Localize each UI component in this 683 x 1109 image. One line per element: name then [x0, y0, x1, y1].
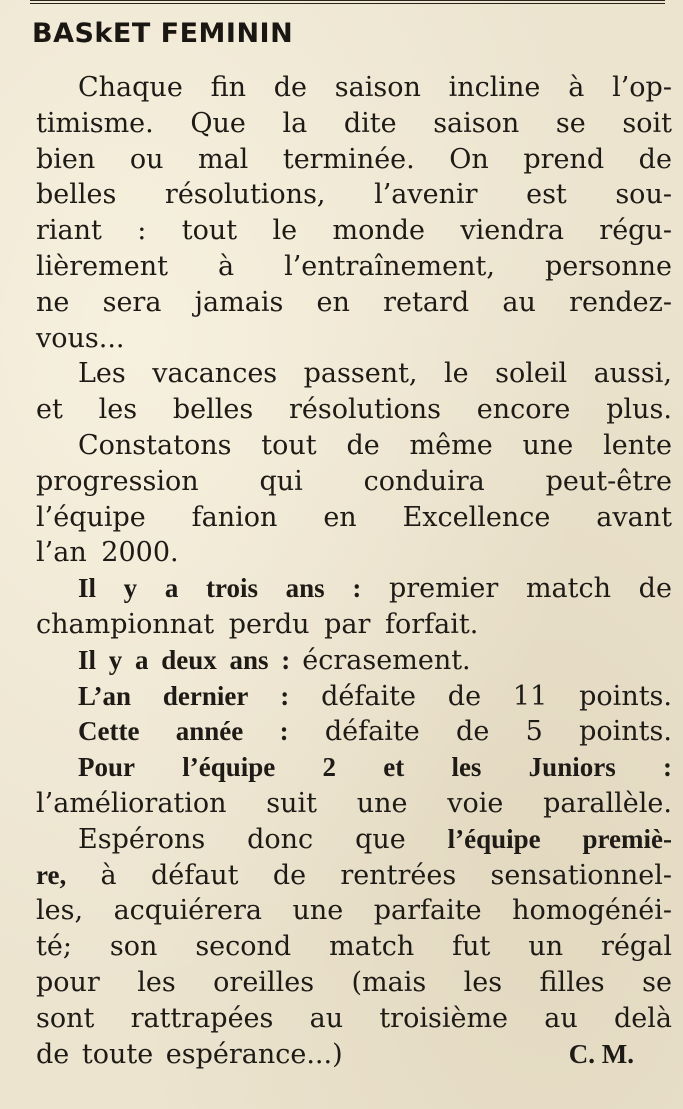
bold-word: l’équipe [182, 752, 276, 783]
bold-word: y [123, 573, 138, 604]
text-line [36, 464, 672, 500]
word: rendez- [569, 286, 672, 318]
text-line [36, 356, 672, 392]
text-line [36, 249, 672, 285]
word: l’op- [612, 72, 672, 103]
word: saison [334, 72, 421, 103]
bold-word: : [662, 752, 672, 783]
word: parfaite [373, 895, 482, 927]
word: conduira [363, 465, 485, 497]
word: défaut [150, 859, 239, 891]
text-line [36, 750, 672, 786]
word: une [356, 787, 408, 819]
word: match [525, 573, 611, 605]
word: une [292, 895, 344, 927]
word: vacances [152, 358, 278, 390]
word: 11 [512, 680, 548, 712]
word: de [273, 72, 307, 103]
word: belles [172, 394, 254, 426]
word: fin [210, 72, 246, 103]
word: Espérons [78, 823, 206, 855]
text-line [36, 965, 672, 1001]
text-line [36, 893, 672, 929]
word: té; [36, 931, 72, 963]
word: bien [36, 143, 96, 175]
word: de [456, 716, 490, 748]
bold-word: année [175, 716, 244, 747]
word: tout [261, 429, 317, 461]
text-line [36, 500, 672, 536]
word: Constatons [78, 429, 232, 461]
bold-word: : [279, 716, 289, 747]
word: est [526, 179, 567, 211]
word: Que [190, 107, 246, 139]
word: au [544, 1002, 578, 1034]
bold-word: Juniors [528, 752, 616, 783]
word: suit [266, 787, 318, 819]
word: et [36, 394, 63, 426]
text-segment: vous... [36, 322, 125, 354]
word: Les [78, 358, 126, 390]
text-segment: l’an 2000. [36, 537, 179, 569]
word: l’équipe [36, 501, 146, 533]
word: acquiérera [113, 895, 262, 927]
text-line [36, 285, 672, 321]
word: sensationnel- [490, 859, 672, 891]
word: rattrapées [130, 1002, 274, 1034]
word: : [137, 215, 147, 247]
word: régal [601, 931, 672, 963]
text-line [36, 1001, 672, 1037]
word: fut [452, 931, 491, 963]
word: mal [197, 143, 249, 175]
word: son [109, 931, 158, 963]
word: points. [579, 716, 672, 748]
bold-word: ans [285, 573, 325, 604]
top-rule [30, 0, 665, 4]
word: en [323, 501, 357, 533]
word: sera [102, 286, 162, 318]
text-line [36, 1037, 672, 1073]
bold-word: 2 [322, 752, 336, 783]
word: parallèle. [543, 787, 672, 819]
word: avant [596, 501, 672, 533]
word: viendra [460, 215, 564, 247]
word: saison [433, 107, 520, 139]
word: à [217, 250, 235, 282]
word: pour [36, 966, 100, 998]
bold-word: Cette [78, 716, 140, 747]
word: plus. [606, 394, 672, 426]
text-line [36, 70, 672, 106]
word: se [555, 107, 586, 139]
word: résolutions, [164, 179, 326, 211]
word: la [282, 107, 308, 139]
word: l’amélioration [36, 787, 227, 819]
text-line [36, 786, 672, 822]
word: lente [603, 429, 672, 461]
word: encore [476, 394, 571, 426]
word: peut-être [545, 465, 672, 497]
word: dite [343, 107, 397, 139]
text-line [36, 571, 672, 607]
word: tout [181, 215, 238, 247]
word: de [272, 859, 307, 891]
word: le [272, 215, 298, 247]
text-line [36, 106, 672, 142]
word: riant [36, 215, 102, 247]
bold-word: L’an [78, 680, 132, 711]
bold-word: trois [205, 573, 258, 604]
bold-word: premiè- [582, 823, 672, 854]
text-line [36, 392, 672, 428]
word: jamais [194, 286, 284, 318]
word: une [522, 429, 574, 461]
word: en [316, 286, 350, 318]
word: 5 [525, 716, 543, 748]
text-line [36, 177, 672, 213]
word: lièrement [36, 250, 168, 282]
word: se [642, 966, 672, 998]
text-line [36, 822, 672, 858]
word: homogénéi- [512, 895, 672, 927]
word: rentrées [340, 859, 457, 891]
word: les [137, 966, 176, 998]
word: sou- [615, 179, 672, 211]
word: qui [259, 465, 303, 497]
word: l’entraînement, [284, 250, 495, 282]
word: le [444, 358, 469, 390]
word: même [409, 429, 493, 461]
word: ne [36, 286, 70, 318]
text-line [36, 643, 672, 679]
text-line [36, 142, 672, 178]
word: delà [613, 1002, 672, 1034]
word: points. [579, 680, 672, 712]
word: donc [247, 823, 314, 855]
word: (mais [351, 966, 427, 998]
bold-word: Pour [78, 752, 135, 783]
word: soit [622, 107, 672, 139]
word: personne [544, 250, 672, 282]
word: Excellence [402, 501, 551, 533]
text-line [36, 213, 672, 249]
article-body [36, 70, 672, 1072]
text-line [36, 535, 672, 571]
word: progression [36, 465, 199, 497]
word: que [355, 823, 406, 855]
word: sont [36, 1002, 95, 1034]
bold-word: et [383, 752, 405, 783]
article-headline: BASkET FEMININ [32, 18, 294, 49]
bold-word: dernier [162, 680, 249, 711]
word: fanion [191, 501, 278, 533]
word: voie [447, 787, 504, 819]
bold-word: Il [78, 573, 97, 604]
text-line [36, 428, 672, 464]
text-line [36, 679, 672, 715]
text-line [36, 929, 672, 965]
word: défaite [321, 680, 416, 712]
word: Chaque [78, 72, 183, 103]
text-line [36, 858, 672, 894]
word: les [98, 394, 138, 426]
word: l’avenir [374, 179, 478, 211]
word: au [309, 1002, 344, 1034]
word: résolutions [289, 394, 442, 426]
author-signature: C. M. [568, 1038, 634, 1069]
word: un [528, 931, 564, 963]
bold-word: les [451, 752, 482, 783]
text-segment: écrasement. [302, 644, 471, 676]
word: timisme. [36, 107, 154, 139]
word: oreilles [213, 966, 315, 998]
word: premier [388, 573, 499, 605]
word: aussi, [593, 358, 672, 390]
word: second [195, 931, 292, 963]
word: retard [383, 286, 470, 318]
bold-word: : [352, 573, 362, 604]
word: prend [523, 143, 605, 175]
word: défaite [324, 716, 420, 748]
text-segment: de toute espérance...) [36, 1038, 343, 1070]
text-segment: championnat perdu par forfait. [36, 608, 479, 640]
word: incline [448, 72, 541, 103]
word: à [100, 859, 117, 891]
word: On [449, 143, 489, 175]
word: troisième [379, 1002, 509, 1034]
bold-word: : [280, 680, 290, 711]
word: les, [36, 895, 84, 927]
word: match [329, 931, 415, 963]
text-line [36, 607, 672, 643]
bold-text-segment: Il y a deux ans : [78, 644, 291, 675]
bold-word: l’équipe [447, 823, 541, 854]
word: belles [36, 179, 117, 211]
word: au [502, 286, 536, 318]
word: terminée. [282, 143, 415, 175]
bold-word: re, [36, 859, 67, 890]
word: de [638, 573, 672, 605]
word: de [638, 143, 672, 175]
word: soleil [495, 358, 568, 390]
word: à [568, 72, 585, 103]
bold-word: a [164, 573, 179, 604]
word: de [447, 680, 482, 712]
word: régu- [599, 215, 672, 247]
word: passent, [303, 358, 418, 390]
word: monde [332, 215, 425, 247]
word: de [346, 429, 380, 461]
word: ou [129, 143, 164, 175]
word: filles [539, 966, 605, 998]
text-line [36, 714, 672, 750]
word: les [463, 966, 503, 998]
text-line [36, 321, 672, 357]
